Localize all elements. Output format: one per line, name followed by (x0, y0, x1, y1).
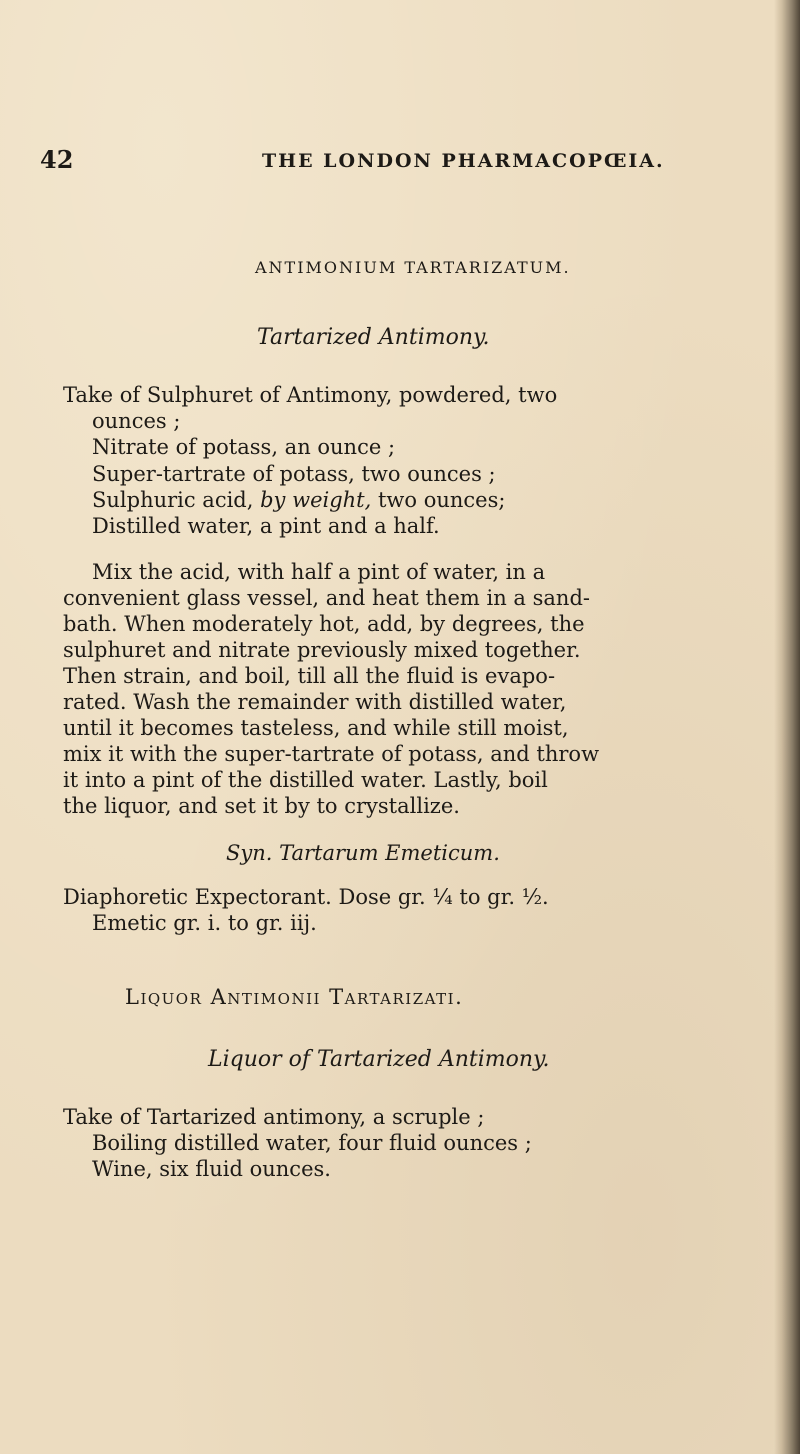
recipe-line: Super-tartrate of potass, two ounces ; (92, 462, 496, 486)
method-line: Mix the acid, with half a pint of water, in a (92, 560, 546, 584)
method-line: mix it with the super-tartrate of potass, and throw (63, 742, 600, 766)
recipe-text: Sulphuric acid, (92, 488, 261, 512)
recipe-text: two ounces; (371, 488, 506, 512)
running-head: THE LONDON PHARMACOPŒIA. (262, 150, 665, 172)
recipe-line: ounces ; (92, 409, 181, 433)
method-line: the liquor, and set it by to crystallize. (63, 794, 460, 818)
section-subtitle-liquor: Liquor of Tartarized Antimony. (208, 1047, 550, 1072)
synonym-line: Syn. Tartarum Emeticum. (226, 841, 500, 865)
dose-line: Emetic gr. i. to gr. iij. (92, 911, 317, 935)
section-title-antimonium: ANTIMONIUM TARTARIZATUM. (255, 258, 571, 277)
recipe-line: Nitrate of potass, an ounce ; (92, 435, 396, 459)
dose-line: Diaphoretic Expectorant. Dose gr. ¼ to gr. ½. (63, 885, 549, 909)
recipe-line: Wine, six fluid ounces. (92, 1157, 331, 1181)
section-subtitle-tartarized-antimony: Tartarized Antimony. (257, 325, 490, 350)
method-line: bath. When moderately hot, add, by degrees, the (63, 612, 585, 636)
recipe-line: Take of Sulphuret of Antimony, powdered, two (63, 383, 558, 407)
method-line: it into a pint of the distilled water. Lastly, boil (63, 768, 548, 792)
recipe-line: Take of Tartarized antimony, a scruple ; (63, 1105, 485, 1129)
recipe-line: Boiling distilled water, four fluid ounces ; (92, 1131, 532, 1155)
method-line: convenient glass vessel, and heat them in a sand- (63, 586, 590, 610)
method-line: Then strain, and boil, till all the fluid is evapo- (63, 664, 556, 688)
page-number: 42 (40, 145, 74, 174)
method-line: sulphuret and nitrate previously mixed together. (63, 638, 581, 662)
recipe-line: Distilled water, a pint and a half. (92, 514, 440, 538)
page-spine-shadow (774, 0, 800, 1454)
method-line: rated. Wash the remainder with distilled water, (63, 690, 567, 714)
section-title-liquor: Liquor Antimonii Tartarizati. (125, 985, 464, 1009)
recipe-line (92, 487, 505, 513)
recipe-emphasis: by weight, (260, 488, 372, 512)
method-line: until it becomes tasteless, and while still moist, (63, 716, 569, 740)
